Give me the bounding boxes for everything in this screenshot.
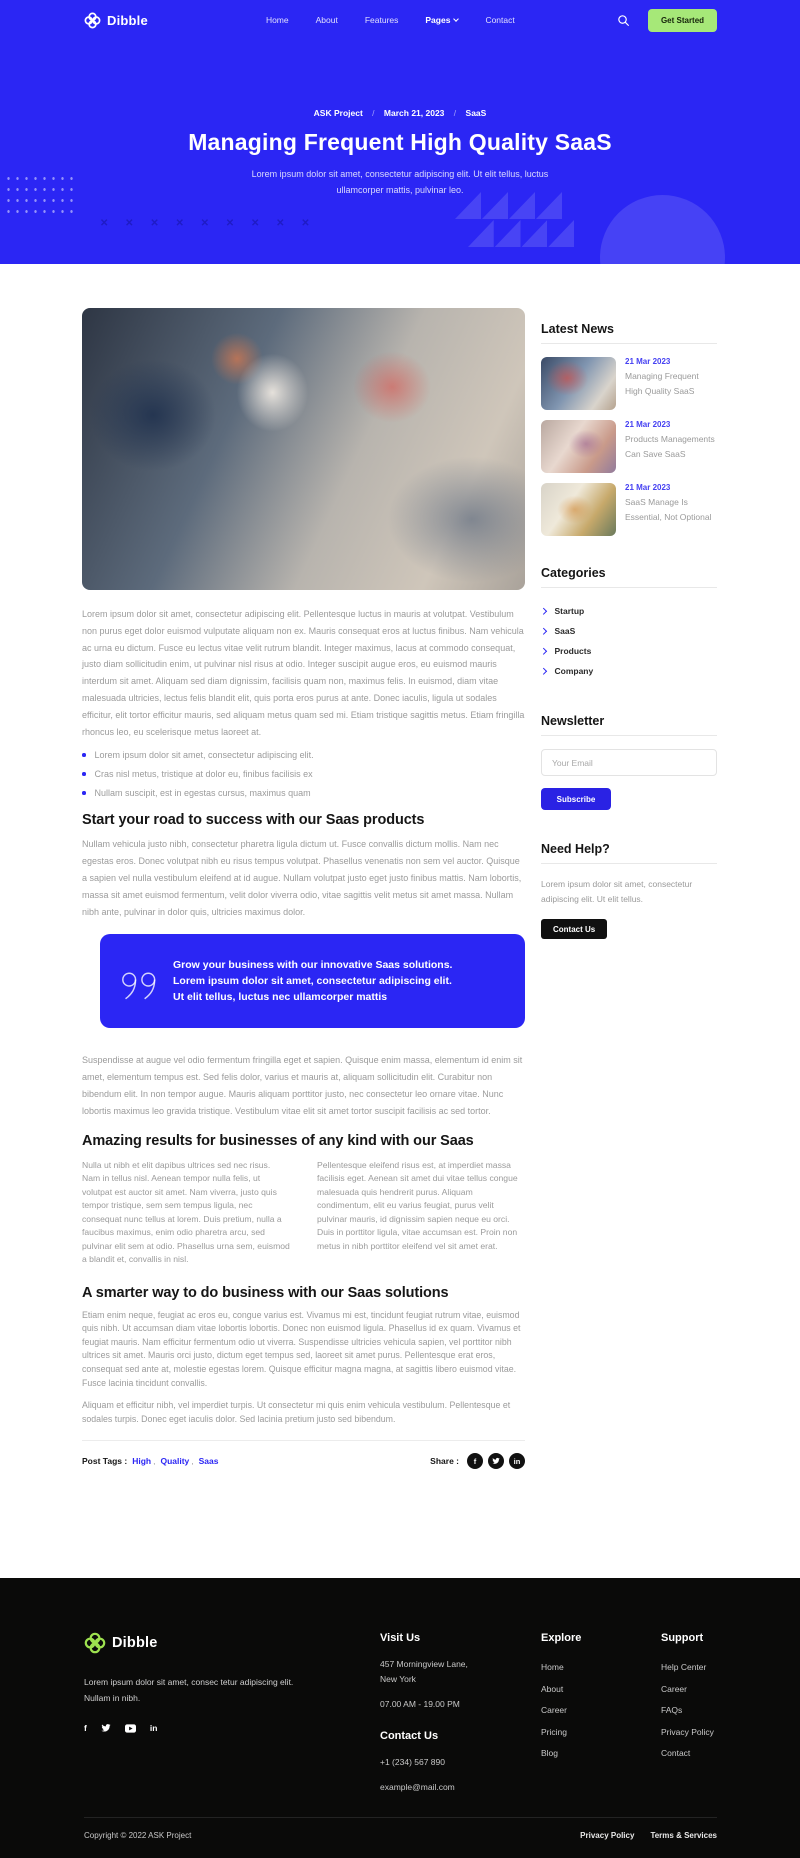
linkedin-icon[interactable]: in xyxy=(149,1723,158,1733)
chevron-down-icon xyxy=(454,16,460,22)
article-hero-image xyxy=(82,308,525,590)
footer-link-blog[interactable]: Blog xyxy=(541,1748,559,1758)
footer-link-career[interactable]: Career xyxy=(541,1705,567,1715)
footer-logo[interactable] xyxy=(84,1632,380,1654)
footer-link-pricing[interactable]: Pricing xyxy=(541,1726,567,1737)
category-products[interactable]: Products xyxy=(541,641,717,661)
divider xyxy=(541,863,717,864)
facebook-icon[interactable]: f xyxy=(84,1723,87,1733)
footer-divider xyxy=(84,1817,717,1818)
need-help-heading: Need Help? xyxy=(541,842,610,856)
news-title[interactable]: SaaS Manage Is Essential, Not Optional xyxy=(625,497,712,522)
article-bullet-list xyxy=(82,750,525,799)
footer-link-career-2[interactable]: Career xyxy=(661,1683,687,1694)
quotation-marks-icon xyxy=(121,970,161,1007)
footer-link-privacy[interactable]: Privacy Policy xyxy=(661,1726,714,1737)
quote-block xyxy=(100,934,525,1028)
section-heading-1: Start your road to success with our Saas products xyxy=(82,812,425,829)
breadcrumb-category[interactable]: SaaS xyxy=(465,108,487,118)
divider xyxy=(541,587,717,588)
footer-link-faqs[interactable]: FAQs xyxy=(661,1705,683,1715)
news-thumbnail xyxy=(541,357,616,410)
footer-legal-links xyxy=(580,1831,717,1840)
footer-link-contact[interactable]: Contact xyxy=(661,1748,691,1758)
search-icon[interactable] xyxy=(617,14,630,27)
circle-decoration xyxy=(600,195,725,264)
hero-subtitle: Lorem ipsum dolor sit amet, consectetur adipiscing elit. Ut elit tellus, luctus ullamcorper mattis, pulvinar leo. xyxy=(251,169,549,195)
tag-quality[interactable]: Quality xyxy=(160,1456,190,1467)
share-facebook-button[interactable]: f xyxy=(467,1453,483,1469)
tag-high[interactable]: High xyxy=(132,1456,152,1467)
main-nav xyxy=(266,15,515,25)
cross-pattern-decoration: ✕ ✕ ✕ ✕ ✕ ✕ ✕ ✕ ✕ xyxy=(100,218,317,229)
bullet-item: Nullam suscipit, est in egestas cursus, maximus quam xyxy=(82,788,525,799)
post-tags-label: Post Tags : xyxy=(82,1456,128,1467)
article-paragraph-5: Aliquam et efficitur nibh, vel imperdiet turpis. Ut consectetur mi quis enim vehicula vestibulum. Pellentesque et sodales turpis. Donec eget iaculis dolor. Sed lacinia pretium justo sed bibendum. xyxy=(82,1400,511,1424)
email-address[interactable]: example@mail.com xyxy=(380,1782,455,1792)
divider xyxy=(541,735,717,736)
phone-number[interactable]: +1 (234) 567 890 xyxy=(380,1757,445,1767)
chevron-right-icon xyxy=(540,608,546,614)
news-title[interactable]: Managing Frequent High Quality SaaS xyxy=(625,371,699,396)
site-footer xyxy=(0,1578,800,1858)
footer-brand-column xyxy=(84,1632,380,1795)
subscribe-button[interactable]: Subscribe xyxy=(541,788,611,810)
need-help-text: Lorem ipsum dolor sit amet, consectetur adipiscing elit. Ut elit tellus. xyxy=(541,879,693,904)
categories-heading: Categories xyxy=(541,566,606,580)
page-title: Managing Frequent High Quality SaaS xyxy=(188,129,612,155)
nav-features[interactable]: Features xyxy=(364,15,399,25)
category-saas[interactable]: SaaS xyxy=(541,621,717,641)
article-paragraph-2: Nullam vehicula justo nibh, consectetur pharetra ligula dictum ut. Fusce convallis dictum mollis. Nam nec egestas eros. Donec volutpat nibh eu risus tempus volutpat. Phasellus venenatis non sem vel auctor. Quisque a sapien vel nulla vestibulum eleifend at id augue. Nullam volutpat justo eget justo finibus mattis. Nam lobortis, massa sit amet euismod fermentum, velit dolor viverra odio, vitae sagittis velit metus sit amet massa. Nullam nibh ante, pulvinar in dolor quis, ultricies maximus dolor. xyxy=(82,839,522,917)
section-heading-2: Amazing results for businesses of any kind with our Saas xyxy=(82,1132,474,1149)
brand-name: Dibble xyxy=(107,12,148,28)
dots-pattern-decoration xyxy=(4,173,78,219)
dibble-logo-icon xyxy=(84,1632,106,1654)
post-tags-row: Post Tags : High , Quality , Saas Share : f in xyxy=(82,1453,525,1469)
main-content xyxy=(0,264,800,1578)
share-twitter-button[interactable] xyxy=(488,1453,504,1469)
article-body xyxy=(82,264,525,1578)
latest-news-heading: Latest News xyxy=(541,322,614,336)
quote-text: Grow your business with our innovative Saas solutions. Lorem ipsum dolor sit amet, consectetur adipiscing elit. Ut elit tellus, luctus nec ullamcorper mattis xyxy=(173,959,453,1004)
nav-contact[interactable]: Contact xyxy=(485,15,515,25)
news-date: 21 Mar 2023 xyxy=(625,483,671,492)
news-date: 21 Mar 2023 xyxy=(625,357,671,366)
footer-support-column xyxy=(661,1632,717,1795)
two-column-text xyxy=(82,1159,525,1267)
category-startup[interactable]: Startup xyxy=(541,601,717,621)
news-item[interactable] xyxy=(541,420,717,473)
article-paragraph-4: Etiam enim neque, feugiat ac eros eu, congue varius est. Vivamus mi est, tincidunt feugiat rutrum vitae, euismod quis nibh. Ut accumsan diam vitae lobortis lobortis. Donec non euismod ligula. Phasellus id ex quam. Vivamus et feugiat mauris. Nam efficitur fermentum odio ut viverra. Suspendisse ultricies vehicula sapien, vel porttitor nibh ultrices sit amet. Mauris orci justo, dictum eget tempus sed, laoreet sit amet purus. Pellentesque erat eros, consequat sed ante at, molestie egestas lorem. Quisque efficitur magna magna, at sagittis libero euismod vitae. Fusce lacinia tincidunt convallis. xyxy=(82,1309,521,1388)
nav-home[interactable]: Home xyxy=(265,15,289,25)
support-heading: Support xyxy=(661,1632,704,1644)
nav-about[interactable]: About xyxy=(315,15,338,25)
sidebar xyxy=(541,322,717,1578)
privacy-policy-link[interactable]: Privacy Policy xyxy=(580,1831,635,1840)
bullet-item: Lorem ipsum dolor sit amet, consectetur adipiscing elit. xyxy=(82,750,525,761)
explore-links xyxy=(541,1656,661,1764)
email-input[interactable] xyxy=(541,749,717,776)
footer-description: Lorem ipsum dolor sit amet, consec tetur adipiscing elit. Nullam in nibh. xyxy=(84,1677,294,1703)
newsletter-heading: Newsletter xyxy=(541,714,605,728)
footer-bottom-row xyxy=(84,1831,717,1840)
support-links xyxy=(661,1656,717,1764)
news-title[interactable]: Products Managements Can Save SaaS xyxy=(625,434,715,459)
contact-us-heading: Contact Us xyxy=(380,1730,439,1742)
share-group xyxy=(430,1453,525,1469)
bullet-item: Cras nisl metus, tristique at dolor eu, finibus facilisis ex xyxy=(82,769,525,780)
hero-banner xyxy=(0,40,800,264)
footer-link-home[interactable]: Home xyxy=(541,1662,564,1672)
news-thumbnail xyxy=(541,483,616,536)
news-item[interactable] xyxy=(541,357,717,410)
footer-visit-column xyxy=(380,1632,541,1795)
article-paragraph-3: Suspendisse at augue vel odio fermentum fringilla eget et sapien. Quisque enim massa, elementum id enim sit amet, elementum tempus est. Sed felis dolor, varius et mauris at, aliquam sollicitudin elit. Curabitur non bibendum elit. In non tempor augue. Mauris aliquam porttitor justo, nec consectetur leo ornare vitae. Nunc lobortis maximus leo gravida tristique. Vestibulum vitae elit sit amet tortor suscipit facilisis ac sed tortor. xyxy=(82,1055,523,1116)
brand-logo[interactable] xyxy=(84,12,148,29)
get-started-button[interactable]: Get Started xyxy=(648,9,717,32)
terms-services-link[interactable]: Terms & Services xyxy=(650,1831,717,1840)
dibble-logo-icon xyxy=(84,12,101,29)
footer-explore-column xyxy=(541,1632,661,1795)
nav-pages[interactable]: Pages xyxy=(425,15,458,25)
tag-saas[interactable]: Saas xyxy=(198,1456,219,1467)
triangles-decoration xyxy=(455,192,575,247)
share-linkedin-button[interactable]: in xyxy=(509,1453,525,1469)
address-line-1: 457 Morningview Lane, xyxy=(380,1659,468,1669)
column-left: Nulla ut nibh et elit dapibus ultrices sed nec risus. Nam in tellus nisl. Aenean tempor nulla felis, ut volutpat est auctor sit amet. Nam viverra, justo quis tempor tristique, sem sem tempus ligula, nec consequat nunc tellus at lorem. Duis pretium, nulla a faucibus maximus, enim odio pharetra arcu, sed pulvinar elit sem at odio. Phasellus urna sem, euismod a blandit et, convallis in nisl. xyxy=(82,1159,290,1265)
address-line-2: New York xyxy=(380,1674,416,1684)
article-paragraph-1: Lorem ipsum dolor sit amet, consectetur adipiscing elit. Pellentesque luctus in mauris at volutpat. Vestibulum non purus eget dolor euismod vulputate aliquam non ex. Mauris consequat eros at luctus finibus. Nam vehicula ac urna eu dictum. Fusce eu lectus vitae velit rutrum blandit. Integer maximus, lacus at commodo consequat, justo diam sollicitudin enim, ut pulvinar nisl risus at odio. Integer suscipit augue eros, eu euismod mauris interdum sit amet. Aliquam sed diam dignissim, facilisis quam non, maximus felis. In euismod, diam vitae malesuada ultricies, lectus felis blandit elit, quis porta eros purus at ante. Donec iaculis, ligula ut sodales efficitur, elit tortor efficitur mauris, sed aliquam metus quam sed mi. Etiam tristique sagittis metus. Etiam fringilla rhoncus leo, eu scelerisque metus laoreet at. xyxy=(82,609,525,737)
chevron-right-icon xyxy=(540,668,546,674)
breadcrumb-project[interactable]: ASK Project xyxy=(313,108,363,118)
article-divider xyxy=(82,1440,525,1441)
footer-link-help-center[interactable]: Help Center xyxy=(661,1662,707,1672)
youtube-icon[interactable] xyxy=(125,1724,136,1733)
news-item[interactable] xyxy=(541,483,717,536)
contact-us-button[interactable]: Contact Us xyxy=(541,919,607,939)
breadcrumb: ASK Project / March 21, 2023 / SaaS xyxy=(313,108,487,118)
chevron-right-icon xyxy=(540,628,546,634)
copyright-text: Copyright © 2022 ASK Project xyxy=(84,1831,192,1840)
opening-hours: 07.00 AM - 19.00 PM xyxy=(380,1699,460,1709)
footer-link-about[interactable]: About xyxy=(541,1683,564,1694)
footer-social-row xyxy=(84,1723,380,1733)
column-right: Pellentesque eleifend risus est, at imperdiet massa facilisis eget. Aenean sit amet dui vitae tellus congue malesuada quis hendrerit purus. Aliquam condimentum, elit eu varius feugiat, purus velit pulvinar mauris, id dignissim sapien neque eu orci. Duis in porttitor ligula, vitae accumsan est. Proin non metus in nibh porttitor eleifend vel sit amet erat. xyxy=(317,1159,518,1251)
breadcrumb-date: March 21, 2023 xyxy=(383,108,445,118)
share-label: Share : xyxy=(430,1456,459,1467)
chevron-right-icon xyxy=(540,648,546,654)
categories-list xyxy=(541,601,717,681)
news-date: 21 Mar 2023 xyxy=(625,420,671,429)
category-company[interactable]: Company xyxy=(541,661,717,681)
footer-brand-name: Dibble xyxy=(112,1635,158,1651)
section-heading-3: A smarter way to do business with our Saas solutions xyxy=(82,1284,449,1301)
site-header xyxy=(0,0,800,40)
twitter-icon[interactable] xyxy=(101,1723,111,1733)
divider xyxy=(541,343,717,344)
footer-columns xyxy=(84,1632,717,1795)
explore-heading: Explore xyxy=(541,1632,582,1644)
visit-us-heading: Visit Us xyxy=(380,1632,421,1644)
news-thumbnail xyxy=(541,420,616,473)
